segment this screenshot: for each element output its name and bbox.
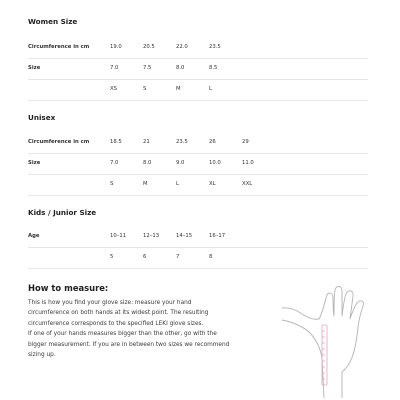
- table-cell: XS: [110, 86, 117, 92]
- table-cell: 14–15: [176, 233, 193, 239]
- table-cell: 29: [242, 139, 249, 145]
- table-cell: 8.5: [209, 65, 218, 71]
- table-row: [28, 154, 368, 175]
- table-cell: 7.5: [143, 65, 152, 71]
- table-cell: 18.5: [110, 139, 122, 145]
- table-row: [28, 59, 368, 80]
- kids-size-table: [28, 227, 368, 269]
- table-cell: M: [143, 181, 148, 187]
- instruction-line: If one of your hands measures bigger than the other, go with the: [28, 331, 217, 338]
- women-size-table: [28, 38, 368, 101]
- table-cell: 8.0: [143, 160, 152, 166]
- table-cell: 26: [209, 139, 216, 145]
- row-label: Size: [28, 65, 41, 71]
- kids-size-title: Kids / Junior Size: [28, 208, 97, 217]
- table-cell: L: [176, 181, 179, 187]
- instruction-line: sizing up.: [28, 352, 56, 359]
- table-cell: 23.5: [176, 139, 188, 145]
- table-row: [28, 175, 368, 196]
- table-row: [28, 227, 368, 248]
- table-cell: XL: [209, 181, 216, 187]
- table-cell: S: [143, 86, 147, 92]
- table-cell: 23.5: [209, 44, 221, 50]
- unisex-size-title: Unisex: [28, 113, 56, 122]
- table-cell: 7.0: [110, 160, 119, 166]
- table-row: [28, 248, 368, 269]
- table-cell: 7.0: [110, 65, 119, 71]
- instruction-line: circumference corresponds to the specified LEKI glove sizes.: [28, 320, 204, 327]
- table-cell: 8.0: [176, 65, 185, 71]
- instruction-line: bigger measurement. If you are in between two sizes we recommend: [28, 341, 230, 348]
- instruction-line: This is how you find your glove size: measure your hand: [28, 300, 192, 306]
- table-cell: 20.5: [143, 44, 155, 50]
- hand-measurement-illustration: [282, 286, 382, 398]
- table-cell: XXL: [242, 181, 253, 187]
- table-cell: 21: [143, 139, 150, 145]
- table-cell: 8: [209, 254, 213, 260]
- row-label: Circumference in cm: [28, 44, 90, 50]
- table-cell: M: [176, 86, 181, 92]
- row-label: Age: [28, 233, 40, 239]
- instruction-line: circumference on both hands at its widest point. The resulting: [28, 310, 209, 317]
- table-cell: 10–11: [110, 233, 127, 239]
- table-cell: 6: [143, 254, 147, 260]
- how-to-measure-text: [28, 298, 288, 360]
- hand-icon: [282, 286, 363, 398]
- table-cell: 7: [176, 254, 180, 260]
- women-size-title: Women Size: [28, 17, 78, 26]
- table-cell: 16–17: [209, 233, 226, 239]
- table-cell: S: [110, 181, 114, 187]
- row-label: Circumference in cm: [28, 139, 90, 145]
- table-cell: 11.0: [242, 160, 254, 166]
- table-cell: 10.0: [209, 160, 221, 166]
- table-cell: 19.0: [110, 44, 122, 50]
- unisex-size-table: [28, 133, 368, 196]
- table-row: [28, 133, 368, 154]
- table-row: [28, 38, 368, 59]
- how-to-measure-title: How to measure:: [28, 283, 109, 293]
- table-row: [28, 80, 368, 101]
- table-cell: 22.0: [176, 44, 188, 50]
- table-cell: 12–13: [143, 233, 160, 239]
- table-cell: 9.0: [176, 160, 185, 166]
- table-cell: 5: [110, 254, 114, 260]
- table-cell: L: [209, 86, 212, 92]
- row-label: Size: [28, 160, 41, 166]
